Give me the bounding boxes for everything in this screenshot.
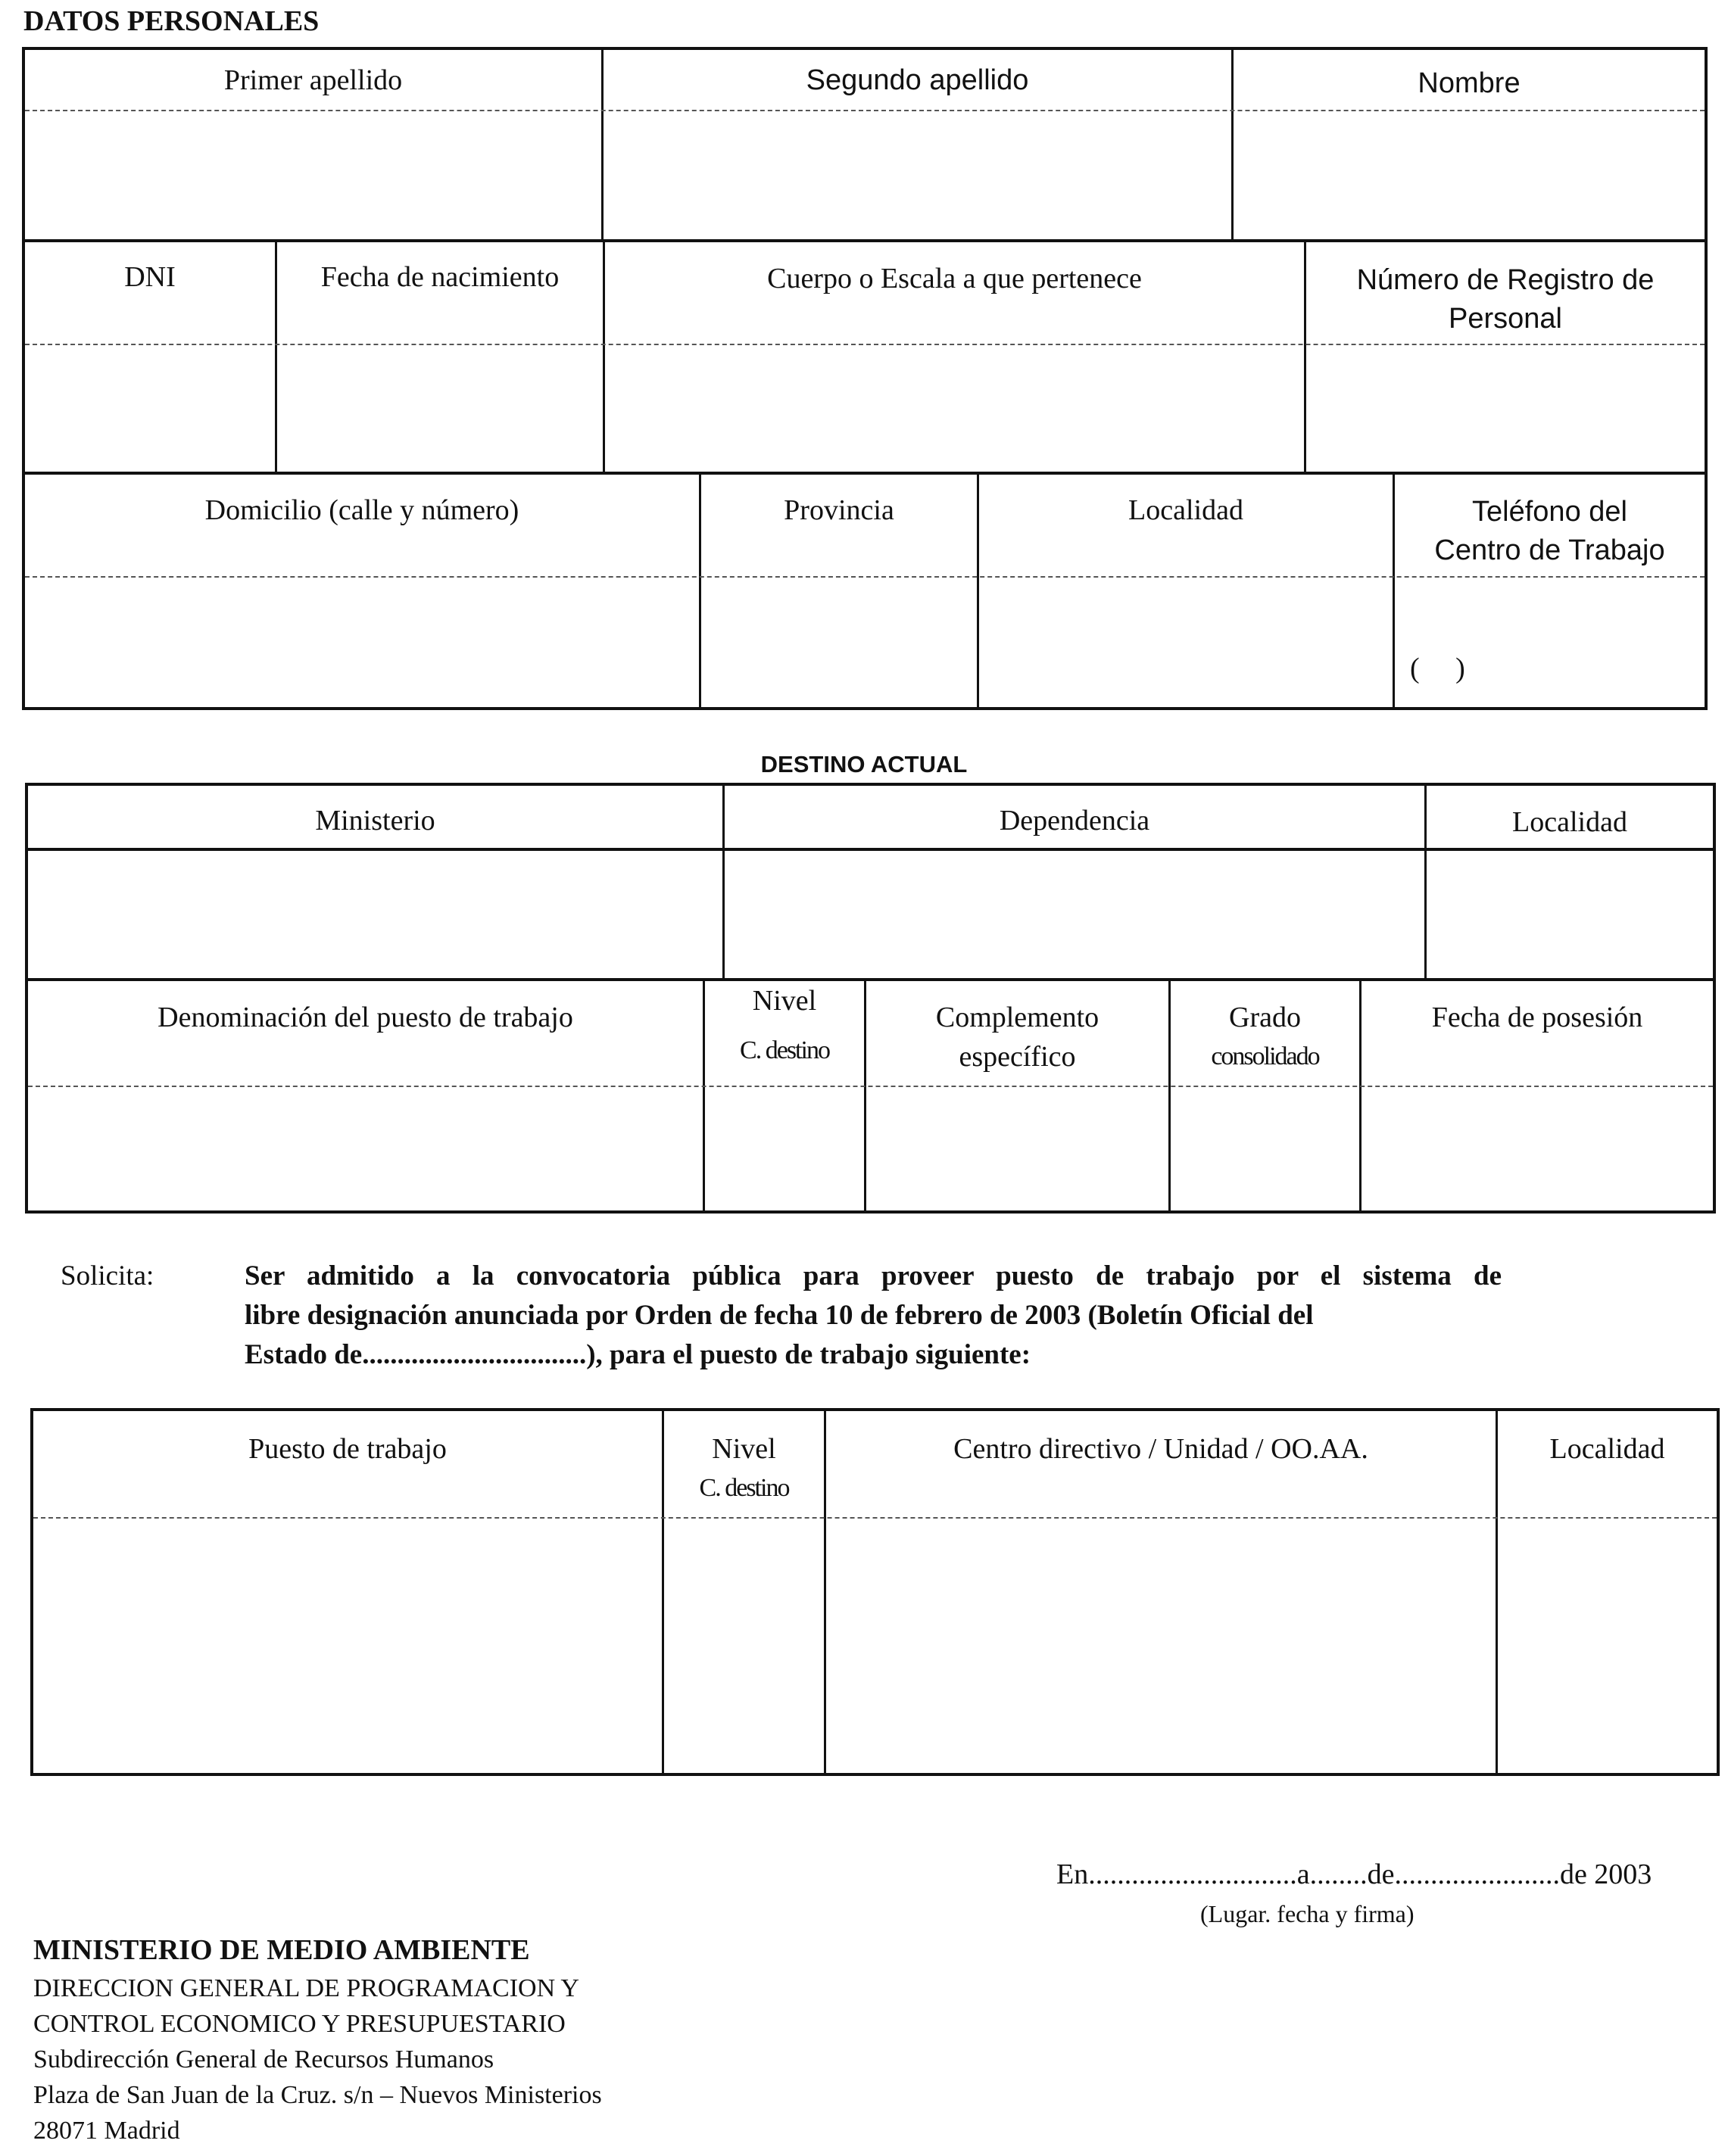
header-separator	[33, 1517, 1717, 1519]
header-separator	[25, 576, 1705, 578]
address-line: Plaza de San Juan de la Cruz. s/n – Nuevos Ministerios	[33, 2081, 602, 2109]
label-grado-line2: consolidado	[1211, 1042, 1319, 1070]
signature-place-date-line[interactable]: En.............................a........de.......................de 2003	[1056, 1858, 1652, 1890]
row-divider	[25, 978, 1716, 981]
label-complemento-line1: Complemento	[935, 1002, 1099, 1033]
header-separator	[25, 344, 1705, 345]
field-ministerio[interactable]	[28, 852, 722, 978]
address-line: DIRECCION GENERAL DE PROGRAMACION Y	[33, 1974, 579, 2002]
address-line: 28071 Madrid	[33, 2117, 180, 2145]
header-divider	[25, 848, 1716, 851]
section-title-personal: DATOS PERSONALES	[23, 5, 320, 37]
label-nivel-line1: Nivel	[752, 985, 817, 1017]
label-nivel-line2: C. destino	[740, 1036, 829, 1064]
label-complemento-line2: específico	[959, 1041, 1076, 1073]
header-separator	[25, 110, 1705, 111]
field-denominacion[interactable]	[28, 1090, 703, 1211]
field-complemento[interactable]	[866, 1090, 1168, 1211]
address-line: Subdirección General de Recursos Humanos	[33, 2045, 494, 2073]
field-localidad-actual[interactable]	[1427, 852, 1713, 978]
label-localidad-actual: Localidad	[1512, 806, 1627, 838]
request-line-3: Estado de................................), para el puesto de trabajo siguiente:	[245, 1339, 1031, 1370]
label-localidad-puesto: Localidad	[1549, 1433, 1665, 1465]
field-cuerpo-escala[interactable]	[605, 347, 1304, 472]
request-label: Solicita:	[61, 1260, 154, 1291]
label-provincia: Provincia	[784, 494, 894, 526]
label-dni: DNI	[124, 261, 176, 293]
field-grado[interactable]	[1171, 1090, 1359, 1211]
field-domicilio[interactable]	[25, 580, 699, 707]
label-registro-personal-line1: Número de Registro de	[1356, 264, 1655, 296]
label-segundo-apellido: Segundo apellido	[806, 64, 1029, 96]
label-cuerpo-escala: Cuerpo o Escala a que pertenece	[767, 263, 1142, 294]
ministry-name: MINISTERIO DE MEDIO AMBIENTE	[33, 1934, 530, 1966]
section-title-current: DESTINO ACTUAL	[760, 751, 968, 777]
field-telefono[interactable]	[1395, 580, 1705, 707]
address-line: CONTROL ECONOMICO Y PRESUPUESTARIO	[33, 2010, 566, 2038]
label-domicilio: Domicilio (calle y número)	[204, 494, 519, 526]
field-fecha-posesion[interactable]	[1362, 1090, 1713, 1211]
label-nombre: Nombre	[1418, 67, 1521, 99]
field-centro-directivo[interactable]	[826, 1522, 1496, 1773]
request-line-2: libre designación anunciada por Orden de fecha 10 de febrero de 2003 (Boletín Oficial del	[245, 1300, 1314, 1331]
label-primer-apellido: Primer apellido	[223, 64, 403, 96]
field-dependencia[interactable]	[725, 852, 1424, 978]
label-dependencia: Dependencia	[999, 805, 1150, 837]
field-registro-personal[interactable]	[1306, 347, 1705, 472]
field-primer-apellido[interactable]	[25, 114, 601, 239]
field-dni[interactable]	[25, 347, 275, 472]
field-localidad[interactable]	[979, 580, 1393, 707]
field-nivel[interactable]	[705, 1090, 864, 1211]
label-registro-personal-line2: Personal	[1449, 303, 1562, 335]
signature-caption: (Lugar. fecha y firma)	[1200, 1900, 1415, 1927]
label-denominacion: Denominación del puesto de trabajo	[158, 1002, 573, 1033]
field-nombre[interactable]	[1234, 114, 1705, 239]
field-segundo-apellido[interactable]	[604, 114, 1231, 239]
field-provincia[interactable]	[701, 580, 977, 707]
label-localidad: Localidad	[1128, 494, 1243, 526]
label-nivel-line1: Nivel	[712, 1433, 776, 1465]
phone-area-code-parens: ( )	[1410, 653, 1465, 684]
label-puesto: Puesto de trabajo	[248, 1433, 447, 1465]
header-separator	[28, 1086, 1713, 1087]
label-fecha-nacimiento: Fecha de nacimiento	[320, 261, 560, 293]
label-telefono-line1: Teléfono del	[1472, 496, 1627, 528]
label-fecha-posesion: Fecha de posesión	[1431, 1002, 1643, 1033]
label-ministerio: Ministerio	[315, 805, 435, 837]
field-nivel-puesto[interactable]	[664, 1522, 824, 1773]
label-telefono-line2: Centro de Trabajo	[1434, 534, 1665, 566]
field-puesto[interactable]	[33, 1522, 662, 1773]
field-fecha-nacimiento[interactable]	[277, 347, 603, 472]
label-grado-line1: Grado	[1229, 1002, 1301, 1033]
field-localidad-puesto[interactable]	[1498, 1522, 1717, 1773]
label-nivel-line2: C. destino	[699, 1474, 789, 1502]
request-line-1: Ser admitido a la convocatoria pública para proveer puesto de trabajo por el sistema de	[245, 1260, 1502, 1291]
label-centro-directivo: Centro directivo / Unidad / OO.AA.	[953, 1433, 1368, 1465]
